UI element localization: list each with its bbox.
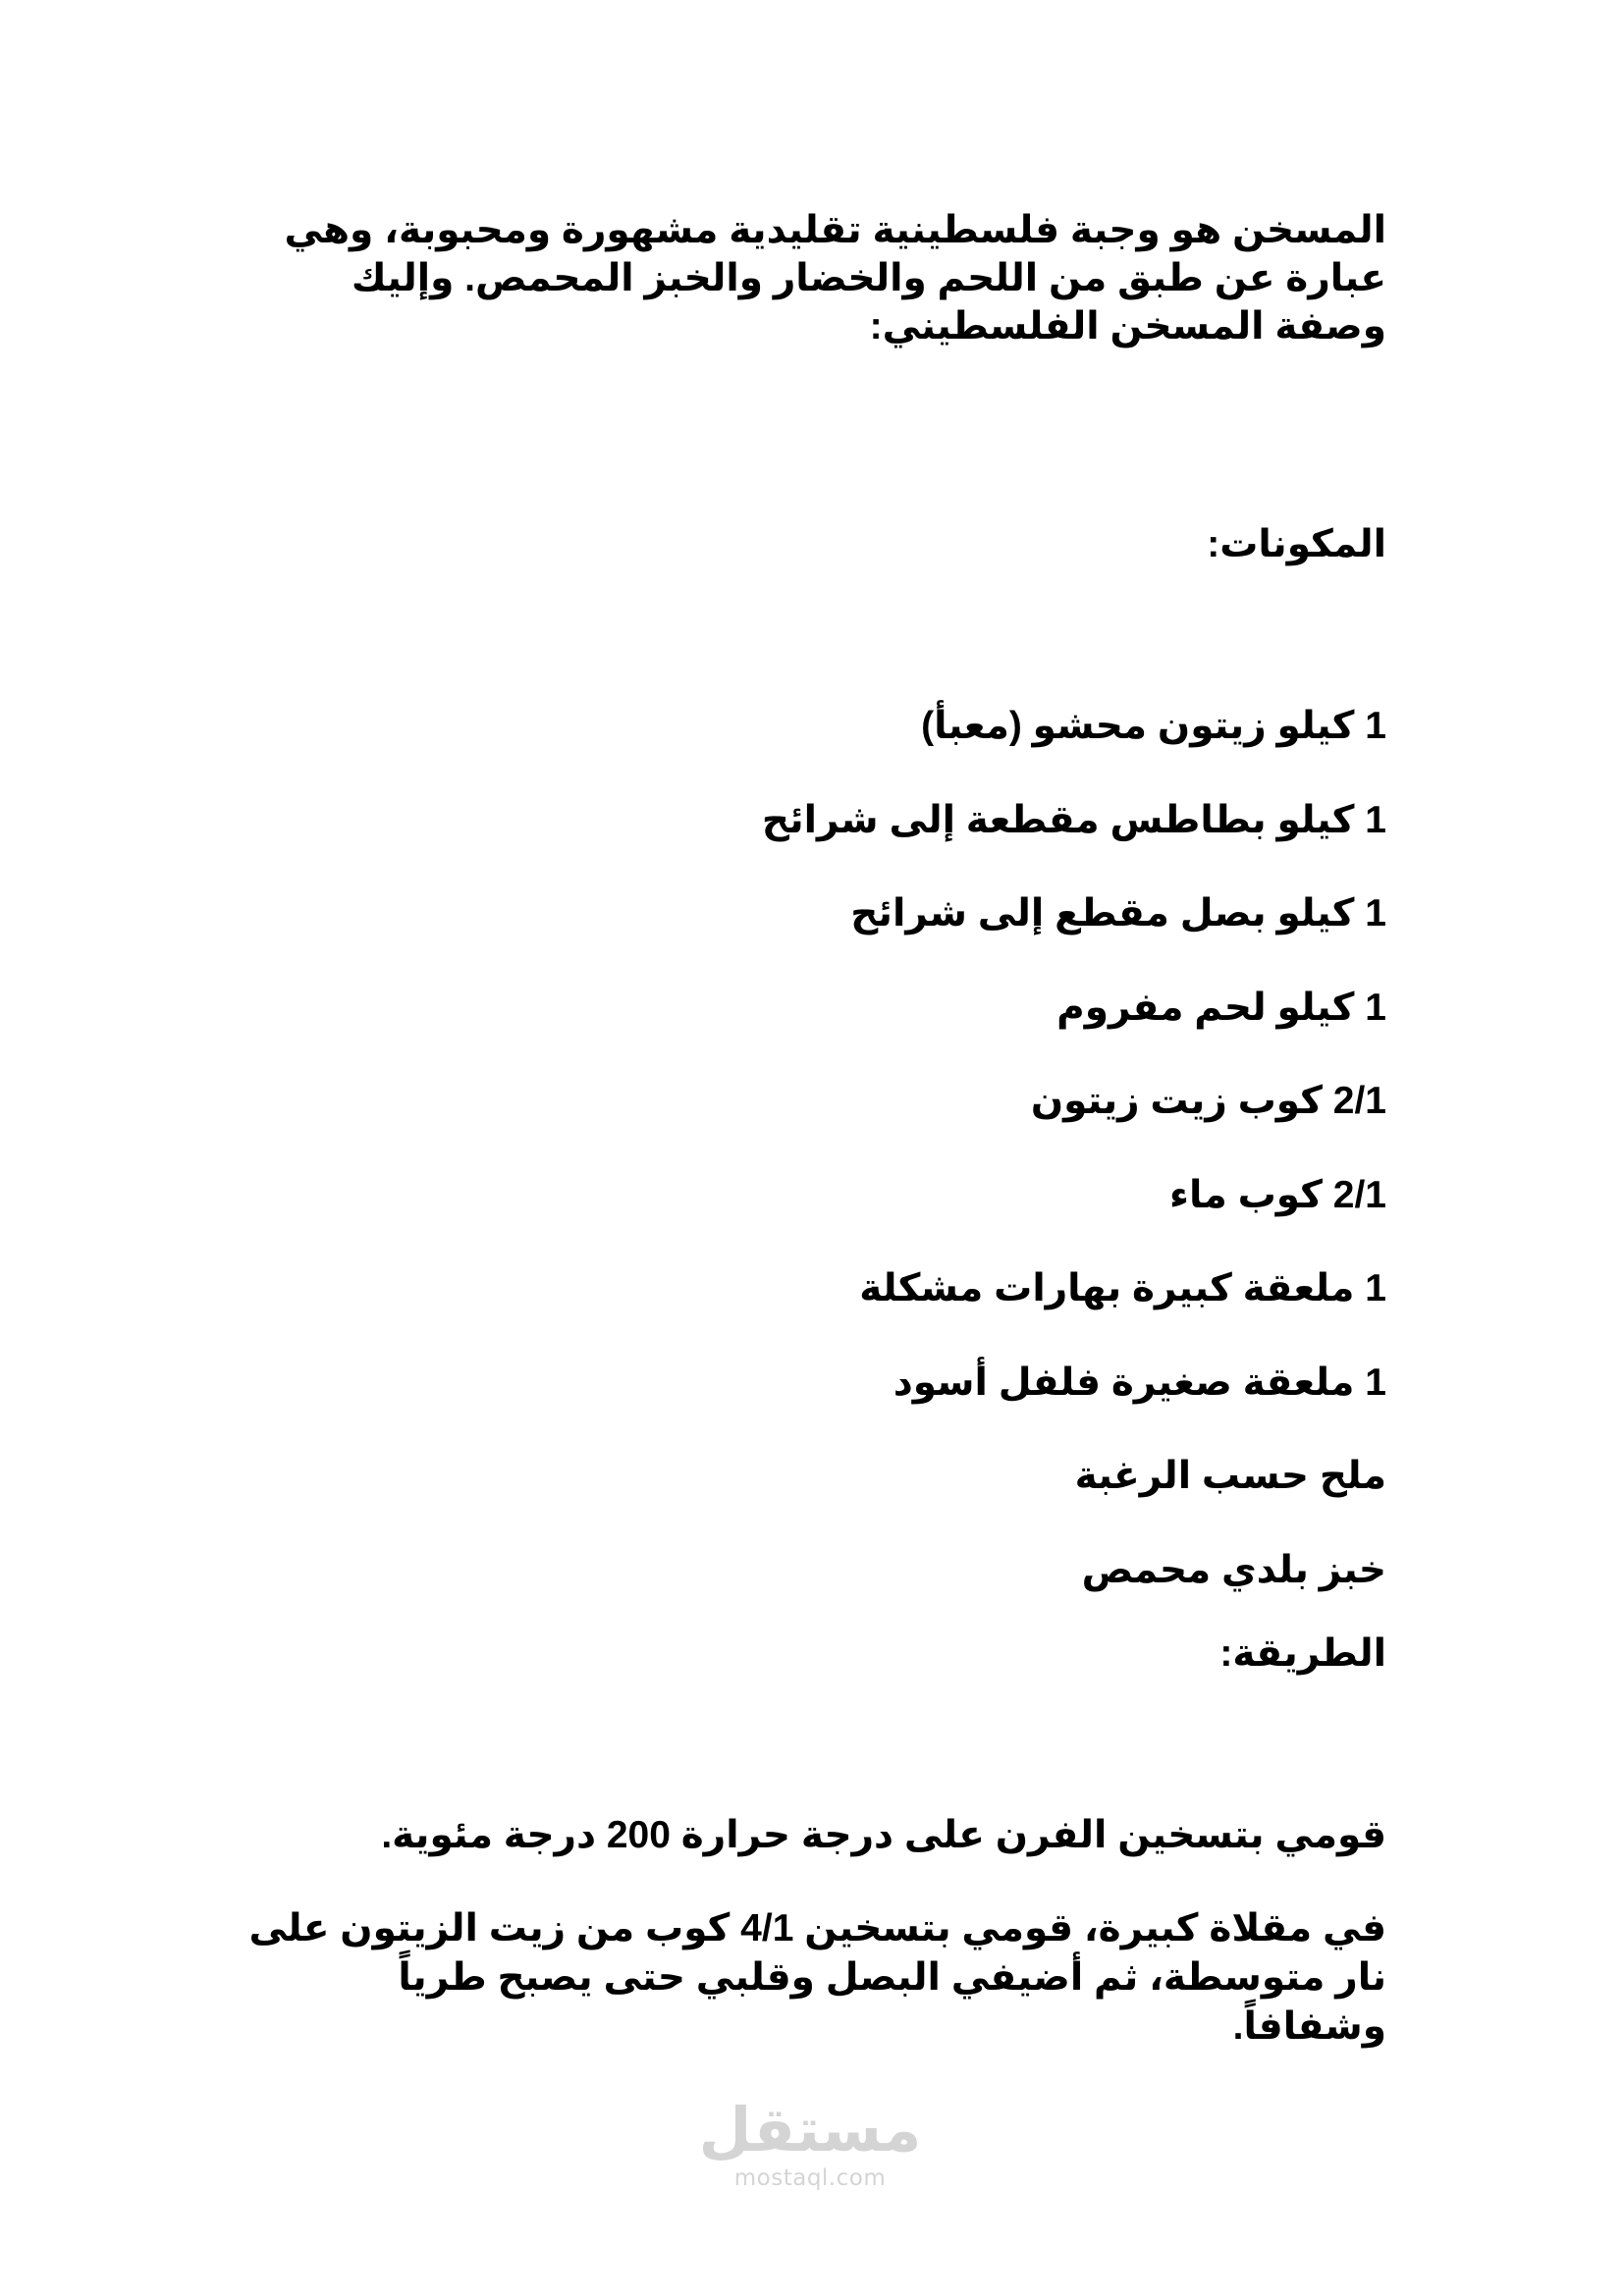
list-item: 1 ملعقة صغيرة فلفل أسود xyxy=(893,1361,1386,1404)
list-item: ملح حسب الرغبة xyxy=(1074,1455,1386,1497)
mostaql-watermark xyxy=(687,2096,933,2192)
intro-paragraph: المسخن هو وجبة فلسطينية تقليدية مشهورة ومحبوبة، وهي عبارة عن طبق من اللحم والخضار والخبز المحمص. وإليك وصفة المسخن الفلسطيني: xyxy=(284,209,1386,347)
list-item: 1 ملعقة كبيرة بهارات مشكلة xyxy=(859,1267,1386,1309)
list-item: 1 كيلو بطاطس مقطعة إلى شرائح xyxy=(761,798,1386,841)
method-step-1: قومي بتسخين الفرن على درجة حرارة 200 درجة مئوية. xyxy=(381,1814,1386,1856)
method-step-2: في مقلاة كبيرة، قومي بتسخين 4/1 كوب من زيت الزيتون على نار متوسطة، ثم أضيفي البصل وقلبي حتى يصبح طرياً وشفافاً. xyxy=(248,1907,1386,2048)
ingredients-list xyxy=(238,702,1386,1639)
list-item: 1 كيلو بصل مقطع إلى شرائح xyxy=(850,892,1386,934)
list-item: 1 كيلو لحم مفروم xyxy=(1056,986,1386,1029)
list-item: 1 كيلو زيتون محشو (معبأ) xyxy=(921,705,1386,747)
list-item: 2/1 كوب ماء xyxy=(1169,1173,1386,1216)
list-item: 2/1 كوب زيت زيتون xyxy=(1030,1080,1386,1122)
method-heading: الطريقة: xyxy=(1219,1632,1386,1675)
watermark-url: mostaql.com xyxy=(733,2165,887,2191)
list-item: خبز بلدي محمص xyxy=(1081,1548,1386,1591)
ingredients-heading: المكونات: xyxy=(1207,523,1386,565)
watermark-logo: مستقل xyxy=(698,2094,922,2165)
